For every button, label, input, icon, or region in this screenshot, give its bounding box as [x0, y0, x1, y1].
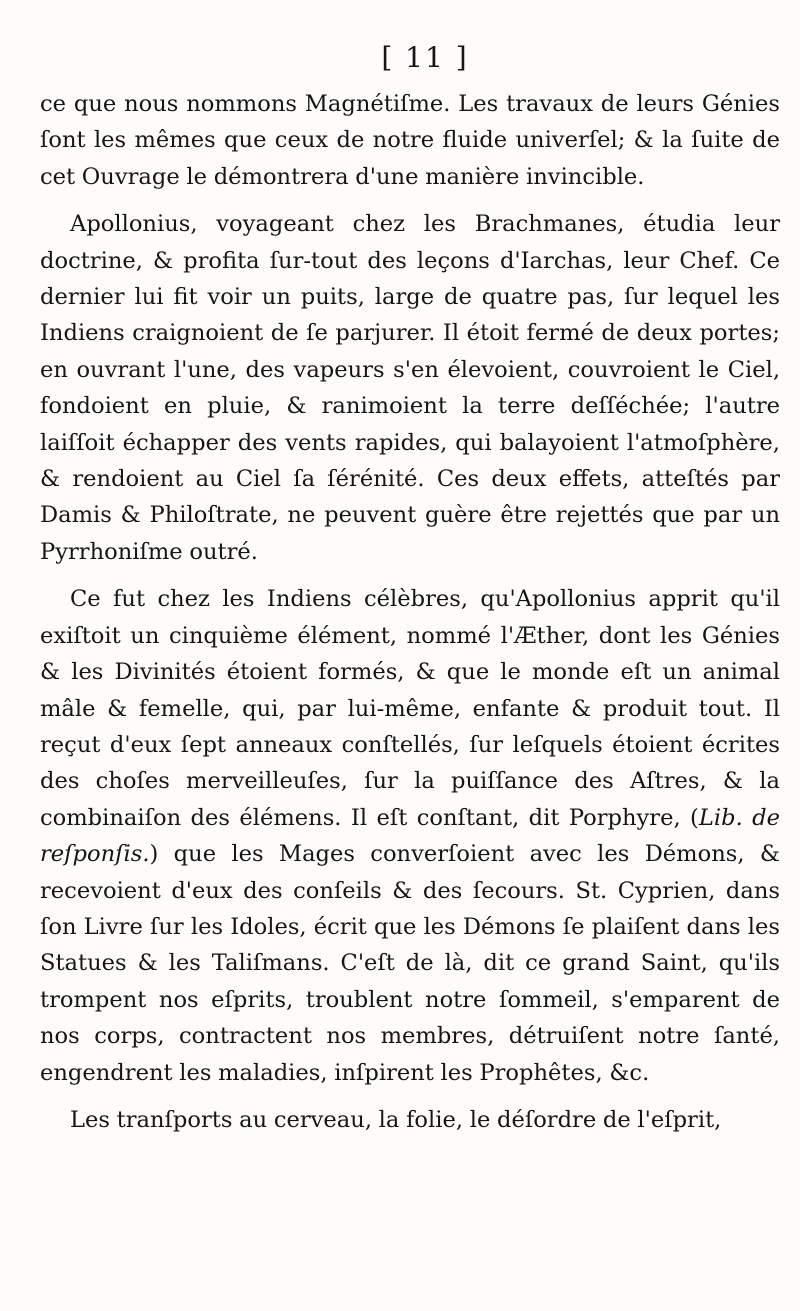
body-text: [40, 86, 780, 1138]
paragraph-2: Apollonius, voyageant chez les Brachmanes, étudia leur doctrine, & profita ſur-tout des leçons d'Iarchas, leur Chef. Ce dernier lui fit voir un puits, large de quatre pas, ſur lequel les Indiens craignoient de ſe parjurer. Il étoit fermé de deux portes; en ouvrant l'une, des vapeurs s'en élevoient, couvroient le Ciel, fondoient en pluie, & ranimoient la terre deſſéchée; l'autre laiſſoit échapper des vents rapides, qui balayoient l'atmoſphère, & rendoient au Ciel ſa ſérénité. Ces deux effets, atteſtés par Damis & Philoſtrate, ne peuvent guère être rejettés que par un Pyrrhoniſme outré.: [40, 211, 780, 565]
paragraph-3: [40, 581, 780, 1091]
citation-lib-de-responsis: Lib. de reſponſis.: [40, 804, 780, 868]
paragraph-3-text-after-citation: ) que les Mages converſoient avec les Démons, & recevoient d'eux des conſeils & des ſecours. St. Cyprien, dans ſon Livre ſur les Idoles, écrit que les Démons ſe plaiſent dans les Statues & les Taliſmans. C'eſt de là, dit ce grand Saint, qu'ils trompent nos eſprits, troublent notre ſommeil, s'emparent de nos corps, contractent nos membres, détruiſent notre ſanté, engendrent les maladies, inſpirent les Prophêtes, &c.: [40, 841, 780, 1086]
page-number: [ 11 ]: [381, 41, 469, 74]
paragraph-1: ce que nous nommons Magnétiſme. Les travaux de leurs Génies ſont les mêmes que ceux de notre fluide univerſel; & la ſuite de cet Ouvrage le démontrera d'une manière invincible.: [40, 91, 780, 190]
paragraph-4: Les tranſports au cerveau, la folie, le déſordre de l'eſprit,: [70, 1106, 722, 1133]
paragraph-3-text-before-citation: Ce fut chez les Indiens célèbres, qu'Apollonius apprit qu'il exiſtoit un cinquième élément, nommé l'Æther, dont les Génies & les Divinités étoient formés, & que le monde eſt un animal mâle & femelle, qui, par lui-même, enfante & produit tout. Il reçut d'eux ſept anneaux conſtellés, ſur leſquels étoient écrites des choſes merveilleuſes, ſur la puiſſance des Aſtres, & la combinaiſon des élémens. Il eſt conſtant, dit Porphyre, (: [40, 586, 780, 831]
